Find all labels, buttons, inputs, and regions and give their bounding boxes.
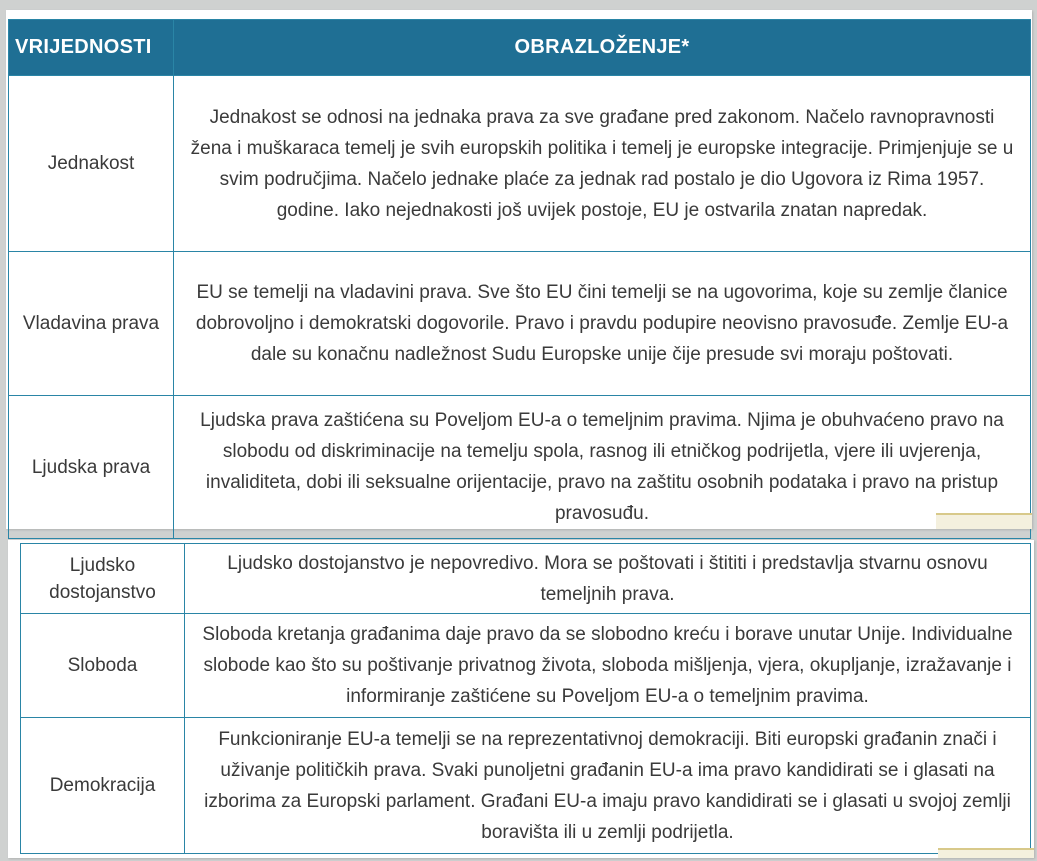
values-table-bottom xyxy=(20,543,1031,854)
value-name-ljudsko-dostojanstvo: Ljudsko dostojanstvo xyxy=(21,544,185,614)
value-name-jednakost: Jednakost xyxy=(9,76,174,252)
value-explanation-ljudsko-dostojanstvo: Ljudsko dostojanstvo je nepovredivo. Mora se poštovati i štititi i predstavlja stvarnu osnovu temeljnih prava. xyxy=(185,544,1031,614)
value-explanation-demokracija: Funkcioniranje EU-a temelji se na reprezentativnoj demokraciji. Biti europski građanin znači i uživanje političkih prava. Svaki punoljetni građanin EU-a ima pravo kandidirati se i glasati na izborima za Europski parlament. Građani EU-a imaju pravo kandidirati se i glasati u svojoj zemlji boravišta ili u zemlji podrijetla. xyxy=(185,718,1031,854)
value-name-sloboda: Sloboda xyxy=(21,614,185,718)
value-explanation-jednakost: Jednakost se odnosi na jednaka prava za sve građane pred zakonom. Načelo ravnopravnosti žena i muškaraca temelj je svih europskih politika i temelj je europske integracije. Primjenjuje se u svim područjima. Načelo jednake plaće za jednak rad postalo je dio Ugovora iz Rima 1957. godine. Iako nejednakosti još uvijek postoje, EU je ostvarila znatan napredak. xyxy=(174,76,1031,252)
values-table-panel-top xyxy=(6,10,1032,529)
table-row xyxy=(21,718,1031,854)
value-name-demokracija: Demokracija xyxy=(21,718,185,854)
column-header-values: VRIJEDNOSTI xyxy=(9,20,174,76)
value-explanation-ljudska-prava: Ljudska prava zaštićena su Poveljom EU-a o temeljnim pravima. Njima je obuhvaćeno pravo na slobodu od diskriminacije na temelju spola, rasnog ili etničkog podrijetla, vjere ili uvjerenja, invaliditeta, dobi ili seksualne orijentacije, pravo na zaštitu osobnih podataka i pravo na pristup pravosuđu. xyxy=(174,396,1031,539)
page-corner-decoration xyxy=(938,848,1034,858)
page-corner-decoration xyxy=(936,513,1032,529)
value-explanation-sloboda: Sloboda kretanja građanima daje pravo da se slobodno kreću i borave unutar Unije. Individualne slobode kao što su poštivanje privatnog života, sloboda mišljenja, vjera, okupljanje, izražavanje i informiranje zaštićene su Poveljom EU-a o temeljnim pravima. xyxy=(185,614,1031,718)
table-row xyxy=(9,252,1031,396)
value-name-ljudska-prava: Ljudska prava xyxy=(9,396,174,539)
values-table-panel-bottom xyxy=(8,540,1034,858)
values-table-top xyxy=(8,19,1031,539)
table-row xyxy=(9,76,1031,252)
table-row xyxy=(21,614,1031,718)
column-header-explanation: OBRAZLOŽENJE* xyxy=(174,20,1031,76)
table-row xyxy=(9,396,1031,539)
table-header-row xyxy=(9,20,1031,76)
table-row xyxy=(21,544,1031,614)
value-name-vladavina-prava: Vladavina prava xyxy=(9,252,174,396)
value-explanation-vladavina-prava: EU se temelji na vladavini prava. Sve što EU čini temelji se na ugovorima, koje su zemlje članice dobrovoljno i demokratski dogovorile. Pravo i pravdu podupire neovisno pravosuđe. Zemlje EU-a dale su konačnu nadležnost Sudu Europske unije čije presude svi moraju poštovati. xyxy=(174,252,1031,396)
